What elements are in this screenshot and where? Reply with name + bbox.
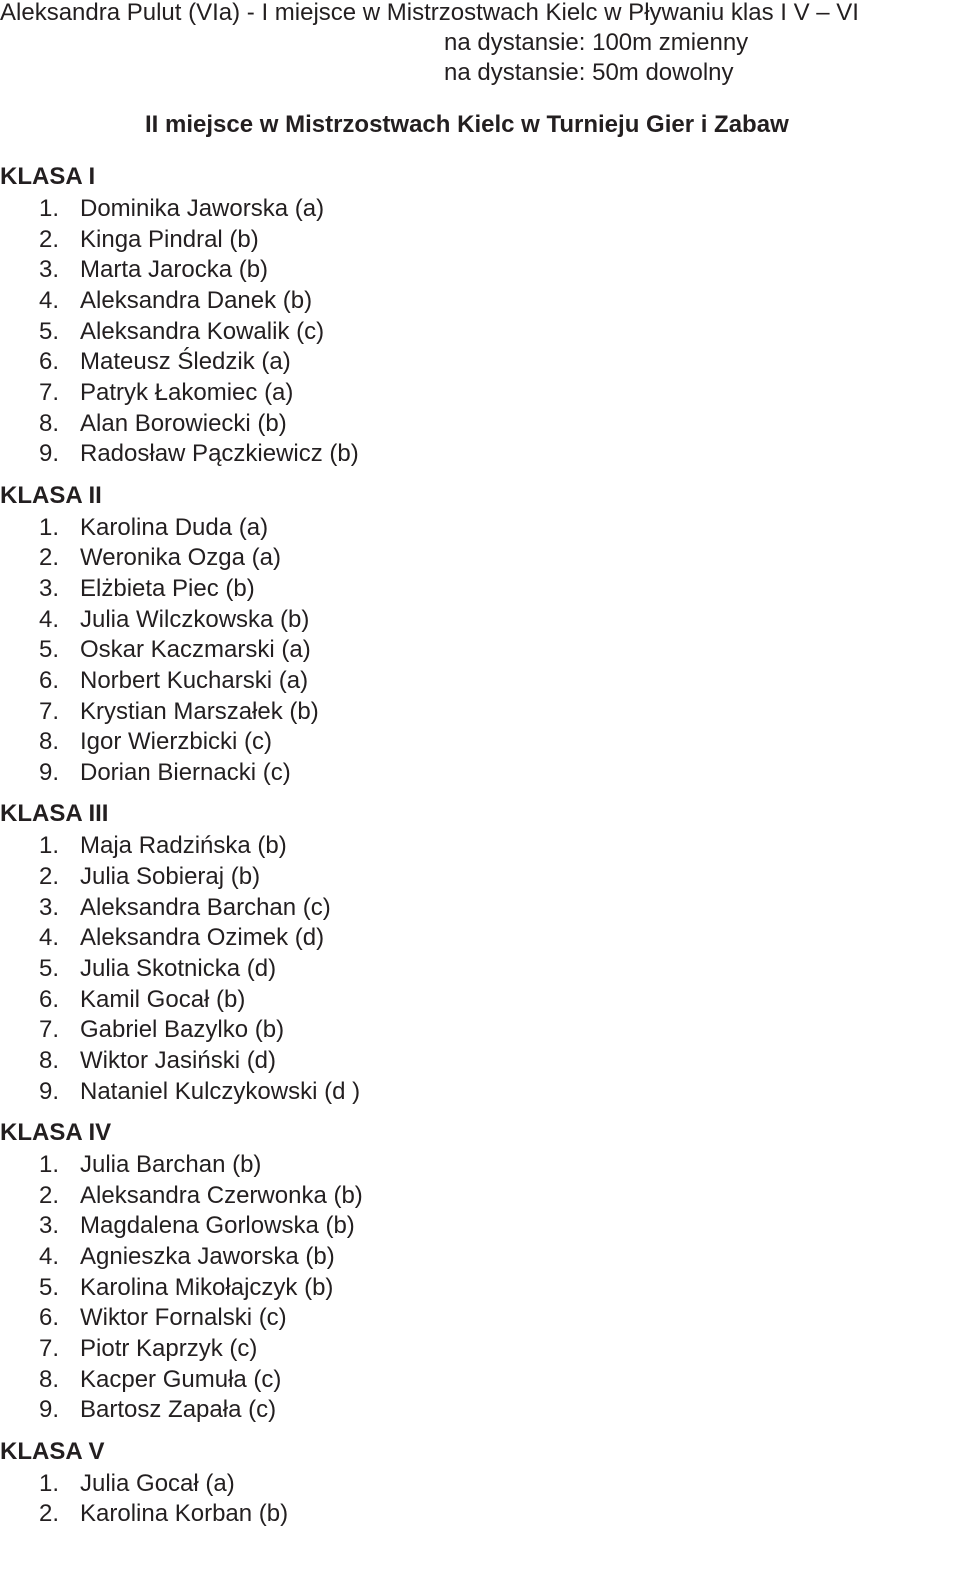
list-item	[0, 923, 960, 954]
entry-name: Karolina Duda (a)	[80, 513, 269, 541]
entry-name: Igor Wierzbicki (c)	[80, 728, 273, 756]
entry-name: Karolina Mikołajczyk (b)	[80, 1273, 334, 1301]
entry-number: 2.	[39, 862, 60, 890]
entry-name: Alan Borowiecki (b)	[80, 409, 287, 437]
entry-name: Elżbieta Piec (b)	[80, 574, 255, 602]
entry-number: 1.	[39, 194, 60, 222]
class-heading: KLASA I	[0, 163, 96, 190]
entry-name: Aleksandra Barchan (c)	[80, 893, 331, 921]
list-item	[0, 224, 960, 255]
list-item	[0, 1180, 960, 1211]
entry-number: 5.	[39, 954, 60, 982]
class-block	[0, 799, 960, 1107]
class-entry-list	[0, 1150, 960, 1426]
entry-number: 6.	[39, 667, 60, 695]
entry-number: 4.	[39, 924, 60, 952]
list-item	[0, 604, 960, 635]
entry-number: 4.	[39, 605, 60, 633]
list-item	[0, 347, 960, 378]
list-item	[0, 862, 960, 893]
list-item	[0, 666, 960, 697]
entry-name: Agnieszka Jaworska (b)	[80, 1242, 335, 1270]
list-item	[0, 543, 960, 574]
list-item	[0, 892, 960, 923]
entry-number: 3.	[39, 893, 60, 921]
entry-name: Julia Wilczkowska (b)	[80, 605, 310, 633]
list-item	[0, 408, 960, 439]
entry-name: Magdalena Gorlowska (b)	[80, 1212, 355, 1240]
entry-number: 3.	[39, 1212, 60, 1240]
entry-number: 9.	[39, 440, 60, 468]
list-item	[0, 1364, 960, 1395]
class-entry-list	[0, 194, 960, 470]
section-subtitle: II miejsce w Mistrzostwach Kielc w Turnieju Gier i Zabaw	[145, 111, 789, 138]
entry-name: Aleksandra Kowalik (c)	[80, 317, 325, 345]
entry-number: 3.	[39, 574, 60, 602]
class-heading: KLASA V	[0, 1437, 105, 1465]
list-item	[0, 286, 960, 317]
list-item	[0, 1334, 960, 1365]
list-item	[0, 1499, 960, 1530]
class-heading: KLASA II	[0, 481, 102, 509]
entry-name: Julia Barchan (b)	[80, 1150, 262, 1178]
entry-name: Oskar Kaczmarski (a)	[80, 636, 311, 664]
entry-number: 6.	[39, 985, 60, 1013]
intro-distance-2: na dystansie: 50m dowolny	[444, 59, 734, 86]
entry-number: 4.	[39, 1242, 60, 1270]
entry-number: 8.	[39, 1365, 60, 1393]
intro-distance-1: na dystansie: 100m zmienny	[444, 29, 749, 56]
entry-name: Radosław Pączkiewicz (b)	[80, 440, 359, 468]
entry-name: Norbert Kucharski (a)	[80, 667, 309, 695]
class-heading: KLASA IV	[0, 1118, 112, 1146]
entry-number: 4.	[39, 286, 60, 314]
entry-name: Nataniel Kulczykowski (d )	[80, 1077, 361, 1105]
list-item	[0, 635, 960, 666]
entry-name: Karolina Korban (b)	[80, 1500, 289, 1528]
list-item	[0, 1015, 960, 1046]
entry-number: 5.	[39, 317, 60, 345]
list-item	[0, 1468, 960, 1499]
entry-name: Wiktor Fornalski (c)	[80, 1304, 287, 1332]
list-item	[0, 1242, 960, 1273]
entry-name: Marta Jarocka (b)	[80, 256, 269, 284]
entry-number: 1.	[39, 1469, 60, 1497]
entry-number: 2.	[39, 1181, 60, 1209]
list-item	[0, 316, 960, 347]
entry-number: 5.	[39, 636, 60, 664]
entry-name: Maja Radzińska (b)	[80, 832, 287, 860]
entry-number: 1.	[39, 832, 60, 860]
entry-number: 6.	[39, 348, 60, 376]
entry-name: Aleksandra Ozimek (d)	[80, 924, 325, 952]
list-item	[0, 954, 960, 985]
list-item	[0, 1303, 960, 1334]
entry-number: 8.	[39, 409, 60, 437]
entry-name: Mateusz Śledzik (a)	[80, 348, 291, 376]
class-block	[0, 162, 960, 470]
list-item	[0, 512, 960, 543]
entry-number: 2.	[39, 544, 60, 572]
entry-number: 7.	[39, 379, 60, 407]
entry-number: 8.	[39, 1047, 60, 1075]
class-block	[0, 1437, 960, 1530]
list-item	[0, 1150, 960, 1181]
entry-name: Weronika Ozga (a)	[80, 544, 281, 572]
list-item	[0, 727, 960, 758]
entry-number: 7.	[39, 1016, 60, 1044]
list-item	[0, 984, 960, 1015]
entry-name: Bartosz Zapała (c)	[80, 1396, 277, 1424]
class-block	[0, 1118, 960, 1426]
class-entry-list	[0, 1468, 960, 1529]
list-item	[0, 1076, 960, 1107]
entry-name: Dorian Biernacki (c)	[80, 759, 291, 787]
class-entry-list	[0, 512, 960, 788]
class-entry-list	[0, 831, 960, 1107]
list-item	[0, 194, 960, 225]
entry-name: Patryk Łakomiec (a)	[80, 379, 294, 407]
entry-name: Aleksandra Czerwonka (b)	[80, 1181, 363, 1209]
entry-name: Julia Skotnicka (d)	[80, 954, 277, 982]
class-lists	[0, 162, 960, 1540]
entry-number: 3.	[39, 256, 60, 284]
entry-number: 1.	[39, 1150, 60, 1178]
list-item	[0, 831, 960, 862]
entry-name: Kinga Pindral (b)	[80, 225, 259, 253]
entry-number: 2.	[39, 1500, 60, 1528]
entry-name: Julia Sobieraj (b)	[80, 862, 261, 890]
entry-name: Kacper Gumuła (c)	[80, 1365, 282, 1393]
entry-number: 9.	[39, 1396, 60, 1424]
intro-title-line: Aleksandra Pulut (VIa) - I miejsce w Mistrzostwach Kielc w Pływaniu klas I V – VI	[0, 0, 859, 26]
entry-name: Julia Gocał (a)	[80, 1469, 235, 1497]
list-item	[0, 696, 960, 727]
list-item	[0, 1395, 960, 1426]
entry-number: 9.	[39, 1077, 60, 1105]
entry-number: 7.	[39, 1335, 60, 1363]
list-item	[0, 1272, 960, 1303]
class-block	[0, 481, 960, 789]
entry-name: Piotr Kaprzyk (c)	[80, 1335, 258, 1363]
entry-name: Gabriel Bazylko (b)	[80, 1016, 285, 1044]
list-item	[0, 255, 960, 286]
entry-number: 5.	[39, 1273, 60, 1301]
entry-number: 9.	[39, 759, 60, 787]
entry-number: 1.	[39, 513, 60, 541]
entry-number: 8.	[39, 728, 60, 756]
entry-name: Kamil Gocał (b)	[80, 985, 246, 1013]
entry-name: Dominika Jaworska (a)	[80, 194, 325, 222]
entry-name: Aleksandra Danek (b)	[80, 286, 313, 314]
entry-number: 2.	[39, 225, 60, 253]
list-item	[0, 758, 960, 789]
list-item	[0, 574, 960, 605]
entry-number: 6.	[39, 1304, 60, 1332]
entry-name: Krystian Marszałek (b)	[80, 697, 319, 725]
list-item	[0, 378, 960, 409]
list-item	[0, 1211, 960, 1242]
entry-number: 7.	[39, 697, 60, 725]
list-item	[0, 1046, 960, 1077]
class-heading: KLASA III	[0, 800, 109, 828]
list-item	[0, 439, 960, 470]
entry-name: Wiktor Jasiński (d)	[80, 1047, 277, 1075]
